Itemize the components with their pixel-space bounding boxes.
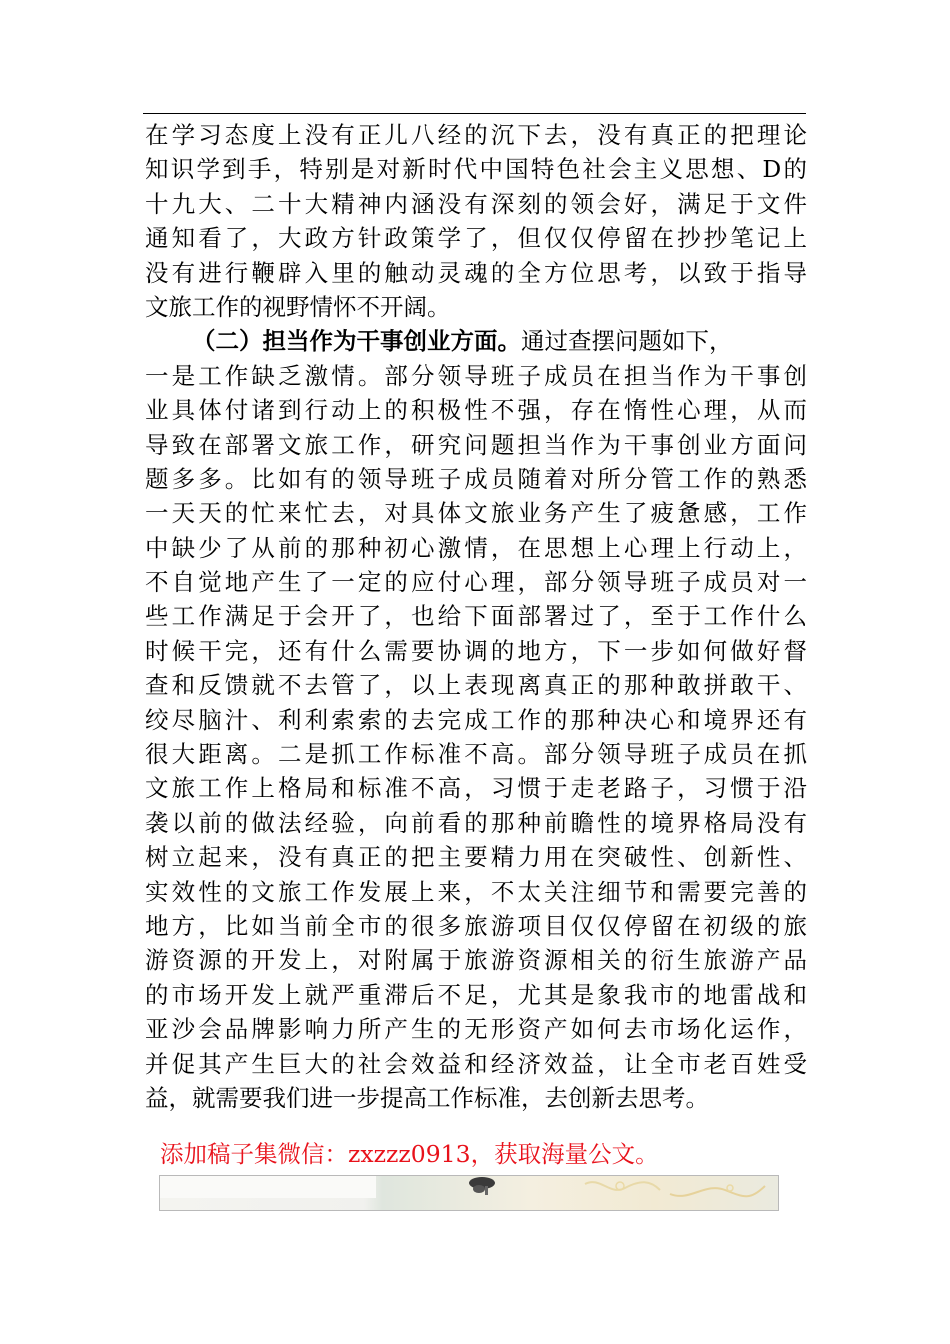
text-line: 很大距离。二是抓工作标准不高。部分领导班子成员在抓 — [145, 740, 807, 769]
text-line: 不自觉地产生了一定的应付心理，部分领导班子成员对一 — [145, 568, 807, 597]
header-rule — [143, 113, 806, 114]
text-line: 中缺少了从前的那种初心激情，在思想上心理上行动上， — [145, 533, 807, 562]
text-line: 地方，比如当前全市的很多旅游项目仅仅停留在初级的旅 — [145, 911, 807, 940]
text-line: 绞尽脑汁、利利索索的去完成工作的那种决心和境界还有 — [145, 705, 807, 734]
text-line: 业具体付诸到行动上的积极性不强，存在惰性心理，从而 — [145, 396, 807, 425]
section-heading-line — [145, 324, 807, 358]
text-line: 袭以前的做法经验，向前看的那种前瞻性的境界格局没有 — [145, 808, 807, 837]
text-line: 时候干完，还有什么需要协调的地方，下一步如何做好督 — [145, 636, 807, 665]
text-line: 实效性的文旅工作发展上来，不太关注细节和需要完善的 — [145, 877, 807, 906]
banner-blank-panel — [160, 1176, 376, 1198]
text-line: 在学习态度上没有正儿八经的沉下去，没有真正的把理论 — [145, 121, 807, 149]
text-line: 十九大、二十大精神内涵没有深刻的领会好，满足于文件 — [145, 189, 807, 218]
text-line: 树立起来，没有真正的把主要精力用在突破性、创新性、 — [145, 843, 807, 872]
promo-note: 添加稿子集微信：zxzzz0913，获取海量公文。 — [160, 1140, 659, 1168]
text-line: 查和反馈就不去管了，以上表现离真正的那种敢拼敢干、 — [145, 671, 807, 700]
text-line: 益，就需要我们进一步提高工作标准，去创新去思考。 — [145, 1083, 709, 1112]
text-line: 亚沙会品牌影响力所产生的无形资产如何去市场化运作， — [145, 1015, 807, 1044]
text-line: 题多多。比如有的领导班子成员随着对所分管工作的熟悉 — [145, 464, 807, 493]
section-heading: （二）担当作为干事创业方面。 — [192, 327, 521, 356]
text-line: 一天天的忙来忙去，对具体文旅业务产生了疲惫感，工作 — [145, 499, 807, 528]
text-line: 并促其产生巨大的社会效益和经济效益，让全市老百姓受 — [145, 1049, 807, 1078]
document-body — [145, 118, 807, 1115]
ink-blot-icon — [465, 1176, 499, 1196]
text-line: 导致在部署文旅工作，研究问题担当作为干事创业方面问 — [145, 430, 807, 459]
text-line: 游资源的开发上，对附属于旅游资源相关的衍生旅游产品 — [145, 946, 807, 975]
text-line: 一是工作缺乏激情。部分领导班子成员在担当作为干事创 — [145, 361, 807, 390]
text-line: 的市场开发上就严重滞后不足，尤其是象我市的地雷战和 — [145, 980, 807, 1009]
text-line: 知识学到手，特别是对新时代中国特色社会主义思想、D的 — [145, 155, 807, 184]
cloud-swirl-icon — [580, 1176, 770, 1204]
decorative-banner-image — [159, 1175, 779, 1211]
text-line: 通知看了，大政方针政策学了，但仅仅停留在抄抄笔记上 — [145, 224, 807, 253]
text-line: 文旅工作上格局和标准不高，习惯于走老路子，习惯于沿 — [145, 774, 807, 803]
text-line: 没有进行鞭辟入里的触动灵魂的全方位思考，以致于指导 — [145, 258, 807, 287]
text-line: 文旅工作的视野情怀不开阔。 — [145, 292, 451, 321]
text-run: 通过查摆问题如下， — [521, 327, 733, 356]
text-line: 些工作满足于会开了，也给下面部署过了，至于工作什么 — [145, 602, 807, 631]
